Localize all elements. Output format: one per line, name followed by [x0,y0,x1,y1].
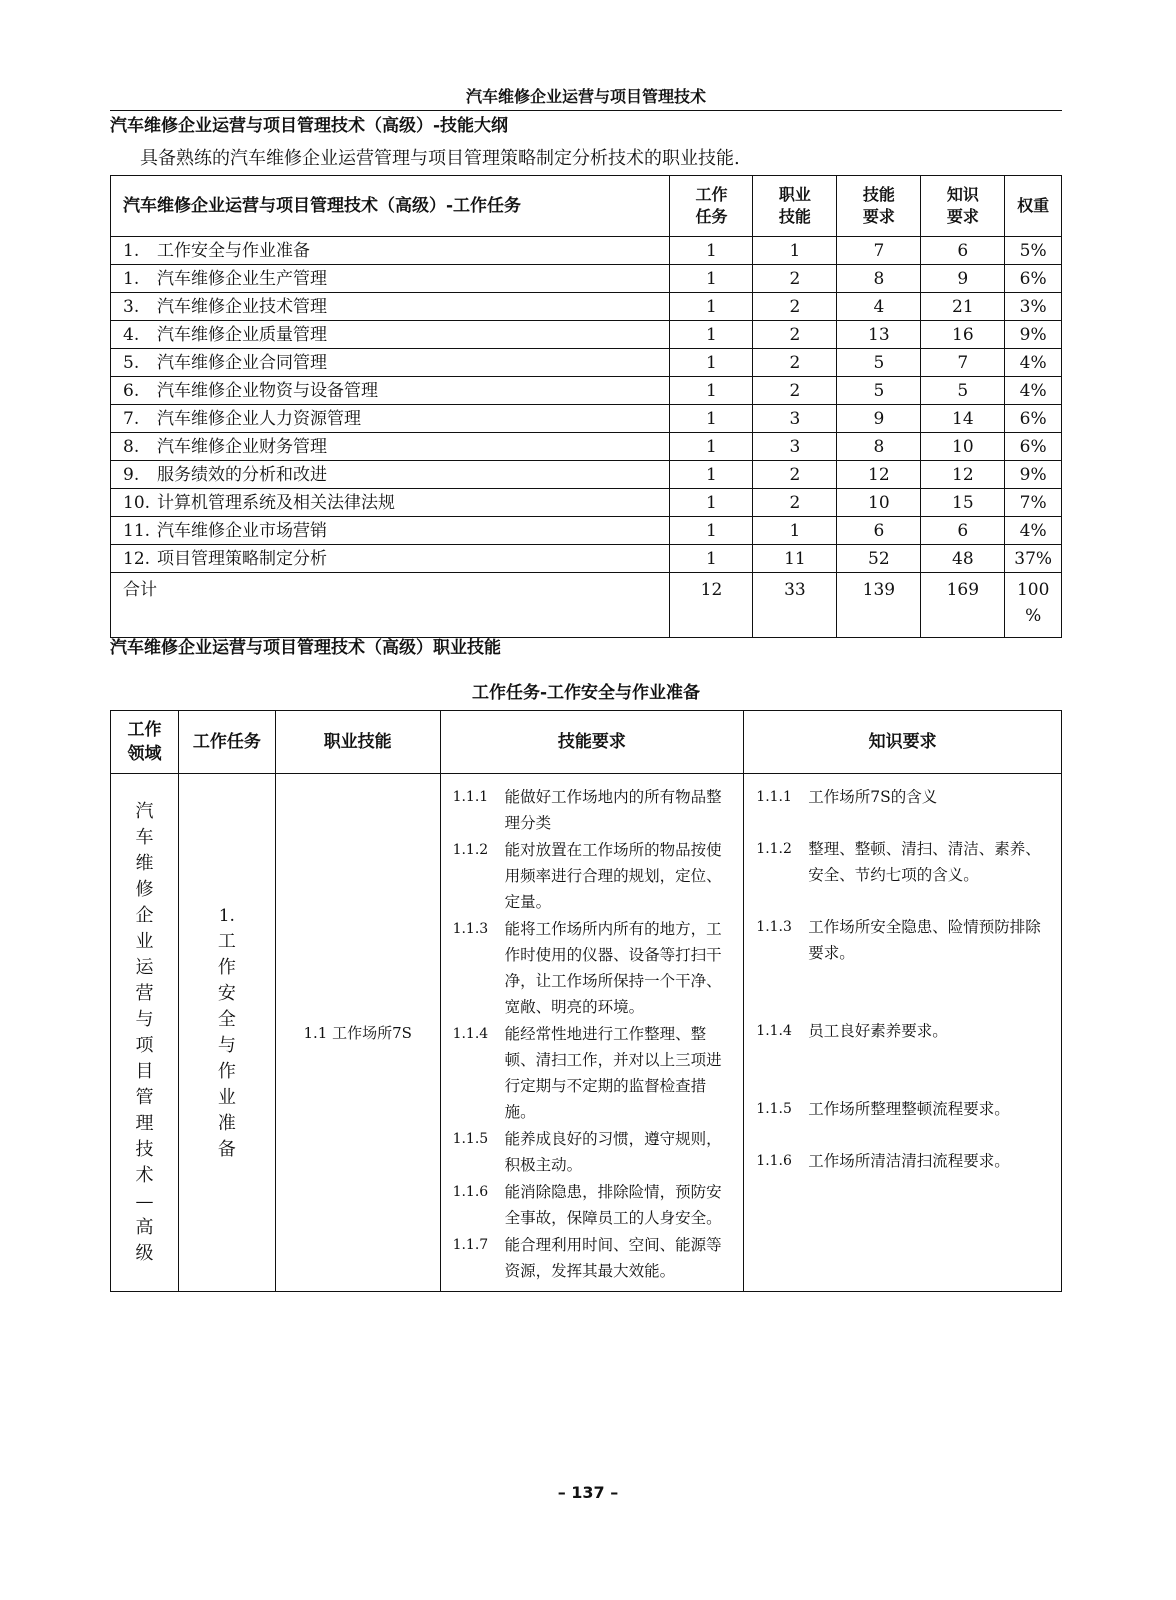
work-count: 1 [670,405,753,433]
knowledge-requirement-item [756,836,1053,888]
total-know: 169 [921,573,1005,638]
item-number: 1.1.3 [756,919,792,935]
weight: 4% [1005,517,1062,545]
know-count: 15 [921,489,1005,517]
task-cell [111,237,670,265]
summary-row [111,321,1062,349]
item-number: 1.1.6 [756,1153,792,1169]
task-cell [111,293,670,321]
summary-row [111,433,1062,461]
detail-body-row [111,774,1062,1292]
task-number: 9. [123,464,140,485]
page-number: – 137 – [557,1483,619,1502]
skill-requirement-item [453,1126,736,1178]
total-req: 139 [837,573,921,638]
item-number: 1.1.3 [452,921,489,937]
task-name: 计算机管理系统及相关法律法规 [157,492,395,513]
task-name: 工作安全与作业准备 [157,240,310,261]
summary-row [111,237,1062,265]
task-cell [111,433,670,461]
item-text: 工作场所7S的含义 [808,788,938,806]
know-count: 6 [921,517,1005,545]
weight: 37% [1005,545,1062,573]
know-count: 10 [921,433,1005,461]
req-count: 10 [837,489,921,517]
weight: 9% [1005,461,1062,489]
task-cell [111,545,670,573]
header-work-task-count: 工作 任务 [670,176,753,237]
task-name: 汽车维修企业合同管理 [157,352,327,373]
task-number: 5. [123,352,140,373]
summary-header-row [111,176,1062,237]
req-count: 9 [837,405,921,433]
section-title-outline: 汽车维修企业运营与项目管理技术（高级）-技能大纲 [110,116,509,136]
task-number: 7. [123,408,140,429]
item-number: 1.1.5 [452,1131,489,1147]
item-number: 1.1.5 [756,1101,792,1117]
skill-requirement-item [453,837,736,915]
header-vocational-skill: 职业 技能 [753,176,837,237]
skill-requirement-item [453,1232,736,1284]
task-name: 项目管理策略制定分析 [157,548,327,569]
skill-count: 2 [753,293,837,321]
knowledge-requirement-item [756,1096,1053,1122]
item-number: 1.1.1 [756,789,792,805]
weight: 6% [1005,433,1062,461]
know-count: 6 [921,237,1005,265]
task-cell [111,405,670,433]
section-title-skills: 汽车维修企业运营与项目管理技术（高级）职业技能 [110,638,501,658]
intro-paragraph: 具备熟练的汽车维修企业运营管理与项目管理策略制定分析技术的职业技能. [140,148,740,169]
knowledge-requirement-item [756,914,1053,966]
summary-row [111,405,1062,433]
skill-requirement-item [453,916,736,1020]
header-knowledge-requirement: 知识 要求 [921,176,1005,237]
skill-count: 2 [753,489,837,517]
task-name: 汽车维修企业生产管理 [157,268,327,289]
know-count: 7 [921,349,1005,377]
detail-header-row [111,711,1062,774]
task-cell [111,349,670,377]
work-domain-cell [111,774,179,1292]
work-task-cell [178,774,275,1292]
task-number: 11. [123,520,151,541]
task-name: 汽车维修企业物资与设备管理 [157,380,378,401]
skill-count: 2 [753,321,837,349]
item-text: 整理、整顿、清扫、清洁、素养、安全、节约七项的含义。 [808,840,1041,884]
weight: 6% [1005,405,1062,433]
work-task-number: 1. [218,905,235,926]
know-count: 9 [921,265,1005,293]
know-count: 14 [921,405,1005,433]
skill-count: 3 [753,405,837,433]
item-text: 能养成良好的习惯，遵守规则，积极主动。 [504,1130,722,1174]
task-cell [111,321,670,349]
req-count: 4 [837,293,921,321]
item-text: 能做好工作场地内的所有物品整理分类 [504,788,722,832]
work-count: 1 [670,349,753,377]
detail-table [110,710,1062,1292]
work-count: 1 [670,461,753,489]
skill-count: 11 [753,545,837,573]
weight: 6% [1005,265,1062,293]
skill-count: 2 [753,349,837,377]
header-work-task: 汽车维修企业运营与项目管理技术（高级）-工作任务 [111,176,670,237]
req-count: 6 [837,517,921,545]
weight: 3% [1005,293,1062,321]
item-text: 工作场所清洁清扫流程要求。 [808,1152,1010,1170]
summary-row [111,517,1062,545]
header-weight: 权重 [1005,176,1062,237]
item-number: 1.1.6 [452,1184,489,1200]
task-number: 1. [123,268,140,289]
task-number: 1. [123,240,140,261]
header-work-task: 工作任务 [178,711,275,774]
task-name: 汽车维修企业市场营销 [157,520,327,541]
summary-row [111,349,1062,377]
know-count: 5 [921,377,1005,405]
task-cell [111,377,670,405]
item-text: 能消除隐患，排除险情，预防安全事故，保障员工的人身安全。 [504,1183,722,1227]
item-number: 1.1.7 [452,1237,489,1253]
total-label: 合计 [111,573,670,638]
task-cell [111,517,670,545]
summary-row [111,377,1062,405]
vocational-skill-cell: 1.1 工作场所7S [275,774,440,1292]
skill-requirements-cell [440,774,744,1292]
work-count: 1 [670,377,753,405]
task-number: 12. [123,548,151,569]
total-work: 12 [670,573,753,638]
skill-requirement-item [453,784,736,836]
header-work-domain: 工作 领域 [111,711,179,774]
know-count: 12 [921,461,1005,489]
header-vocational-skill: 职业技能 [275,711,440,774]
summary-row [111,293,1062,321]
req-count: 8 [837,265,921,293]
item-text: 能经常性地进行工作整理、整顿、清扫工作，并对以上三项进行定期与不定期的监督检查措施。 [504,1025,722,1121]
total-skill: 33 [753,573,837,638]
task-cell [111,489,670,517]
work-count: 1 [670,293,753,321]
req-count: 12 [837,461,921,489]
summary-table [110,175,1062,638]
work-count: 1 [670,545,753,573]
task-name: 汽车维修企业质量管理 [157,324,327,345]
req-count: 5 [837,377,921,405]
req-count: 7 [837,237,921,265]
task-cell [111,461,670,489]
running-header: 汽车维修企业运营与项目管理技术 [465,87,706,106]
header-skill-requirement: 技能 要求 [837,176,921,237]
knowledge-requirement-item [756,784,1053,810]
task-number: 6. [123,380,140,401]
work-domain-text: 汽车维修企业运营与项目管理技术—高级 [135,800,154,1264]
task-name: 汽车维修企业财务管理 [157,436,327,457]
skill-count: 1 [753,237,837,265]
total-weight: 100 % [1005,573,1062,638]
item-text: 能对放置在工作场所的物品按使用频率进行合理的规划，定位、定量。 [504,841,722,911]
weight: 4% [1005,349,1062,377]
item-number: 1.1.4 [756,1023,792,1039]
know-count: 16 [921,321,1005,349]
weight: 9% [1005,321,1062,349]
weight: 7% [1005,489,1062,517]
knowledge-requirement-item [756,1018,1053,1044]
summary-row [111,545,1062,573]
work-count: 1 [670,237,753,265]
item-text: 能将工作场所内所有的地方，工作时使用的仪器、设备等打扫干净，让工作场所保持一个干净、宽敞、明亮的环境。 [504,920,722,1016]
skill-count: 2 [753,265,837,293]
req-count: 5 [837,349,921,377]
know-count: 48 [921,545,1005,573]
task-name: 汽车维修企业技术管理 [157,296,327,317]
skill-count: 2 [753,461,837,489]
knowledge-requirement-item [756,1148,1053,1174]
work-count: 1 [670,265,753,293]
summary-row [111,489,1062,517]
item-text: 工作场所安全隐患、险情预防排除要求。 [808,918,1041,962]
req-count: 8 [837,433,921,461]
header-rule [110,110,1062,111]
item-number: 1.1.2 [452,842,489,858]
skill-requirement-item [453,1179,736,1231]
summary-row [111,461,1062,489]
skill-count: 1 [753,517,837,545]
item-number: 1.1.4 [452,1026,489,1042]
summary-row [111,265,1062,293]
know-count: 21 [921,293,1005,321]
task-name: 服务绩效的分析和改进 [157,464,327,485]
task-number: 8. [123,436,140,457]
req-count: 52 [837,545,921,573]
req-count: 13 [837,321,921,349]
header-knowledge-requirements: 知识要求 [744,711,1062,774]
item-text: 员工良好素养要求。 [808,1022,948,1040]
task-number: 3. [123,296,140,317]
task-cell [111,265,670,293]
task-number: 10. [123,492,151,513]
work-count: 1 [670,433,753,461]
knowledge-requirements-cell [744,774,1062,1292]
work-task-text: 工作安全与作业准备 [217,930,236,1160]
skill-count: 2 [753,377,837,405]
skill-requirement-item [453,1021,736,1125]
task-name: 汽车维修企业人力资源管理 [157,408,361,429]
item-text: 工作场所整理整顿流程要求。 [808,1100,1010,1118]
work-count: 1 [670,489,753,517]
summary-total-row [111,573,1062,638]
skill-count: 3 [753,433,837,461]
work-count: 1 [670,517,753,545]
work-task-subtitle: 工作任务-工作安全与作业准备 [471,683,701,703]
item-number: 1.1.2 [756,841,792,857]
task-number: 4. [123,324,140,345]
header-skill-requirements: 技能要求 [440,711,744,774]
weight: 5% [1005,237,1062,265]
weight: 4% [1005,377,1062,405]
work-count: 1 [670,321,753,349]
item-text: 能合理利用时间、空间、能源等资源，发挥其最大效能。 [504,1236,722,1280]
item-number: 1.1.1 [452,789,489,805]
